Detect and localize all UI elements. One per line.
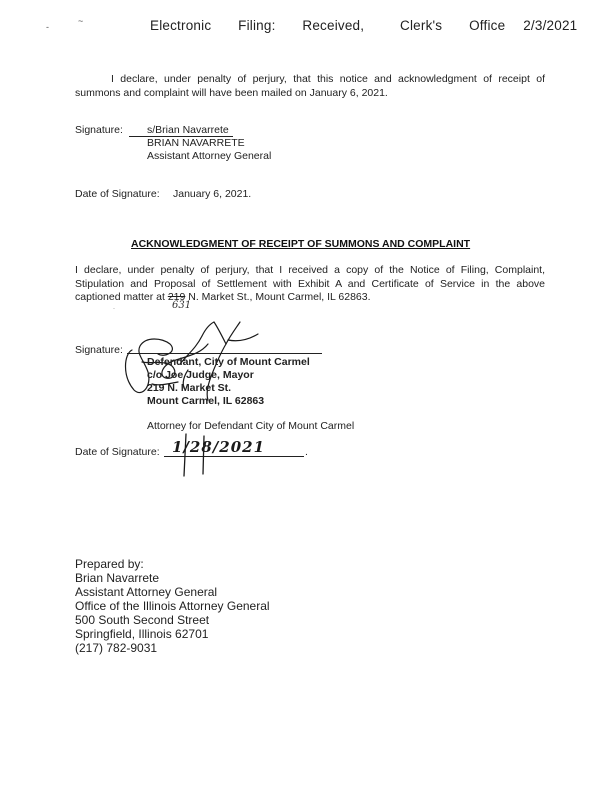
- preparer-office: Office of the Illinois Attorney General: [75, 599, 270, 613]
- scan-dot: ·: [113, 306, 115, 312]
- preparer-street: 500 South Second Street: [75, 613, 210, 627]
- prepared-by-label: Prepared by:: [75, 557, 144, 571]
- struck-street-number: 219: [167, 291, 186, 303]
- ack-text-after: N. Market St., Mount Carmel, IL 62863.: [185, 291, 371, 303]
- preparer-name: Brian Navarrete: [75, 571, 160, 585]
- signature2-label: Signature:: [75, 344, 123, 356]
- signer-title: Assistant Attorney General: [147, 150, 272, 162]
- date2-label: Date of Signature:: [75, 446, 160, 458]
- e-signature: s/Brian Navarrete: [147, 124, 229, 136]
- date-label: Date of Signature:: [75, 188, 160, 200]
- preparer-city: Springfield, Illinois 62701: [75, 627, 209, 641]
- acknowledgment-text: [75, 264, 545, 305]
- handwritten-date: 1/28/2021: [172, 438, 266, 456]
- acknowledgment-heading: ACKNOWLEDGMENT OF RECEIPT OF SUMMONS AND COMPLAINT: [131, 238, 471, 250]
- filing-stamp-header: Electronic Filing: Received, Clerk's Office 2/3/2021: [150, 18, 578, 33]
- preparer-title: Assistant Attorney General: [75, 585, 218, 599]
- defendant-care-of: c/o Joe Judge, Mayor: [147, 369, 254, 381]
- scan-mark: ~: [78, 16, 84, 26]
- declaration-mailing: I declare, under penalty of perjury, that this notice and acknowledgment of receipt of summons and complaint will have been mailed on January 6, 2021.: [75, 73, 545, 99]
- date-value: January 6, 2021.: [173, 188, 252, 200]
- date2-suffix: .: [305, 446, 308, 458]
- handwritten-street-number: 631: [172, 300, 192, 311]
- preparer-phone: (217) 782-9031: [75, 641, 158, 655]
- ack-text-before: I declare, under penalty of perjury, that I received a copy of the Notice of Filing, Complaint, Stipulation and Proposal of Settlement with Exhibit A and Certificate of Service in the above captioned matter at: [75, 264, 545, 303]
- prepared-by-block: [75, 557, 270, 655]
- attorney-for: Attorney for Defendant City of Mount Carmel: [147, 420, 355, 432]
- handwritten-date-strokes: [176, 432, 216, 478]
- defendant-city: Mount Carmel, IL 62863: [147, 395, 265, 407]
- defendant-name: Defendant, City of Mount Carmel: [147, 356, 310, 368]
- scan-mark: -: [46, 22, 49, 32]
- signer-name: BRIAN NAVARRETE: [147, 137, 245, 149]
- signature-label: Signature:: [75, 124, 123, 136]
- defendant-street: 219 N. Market St.: [147, 382, 232, 394]
